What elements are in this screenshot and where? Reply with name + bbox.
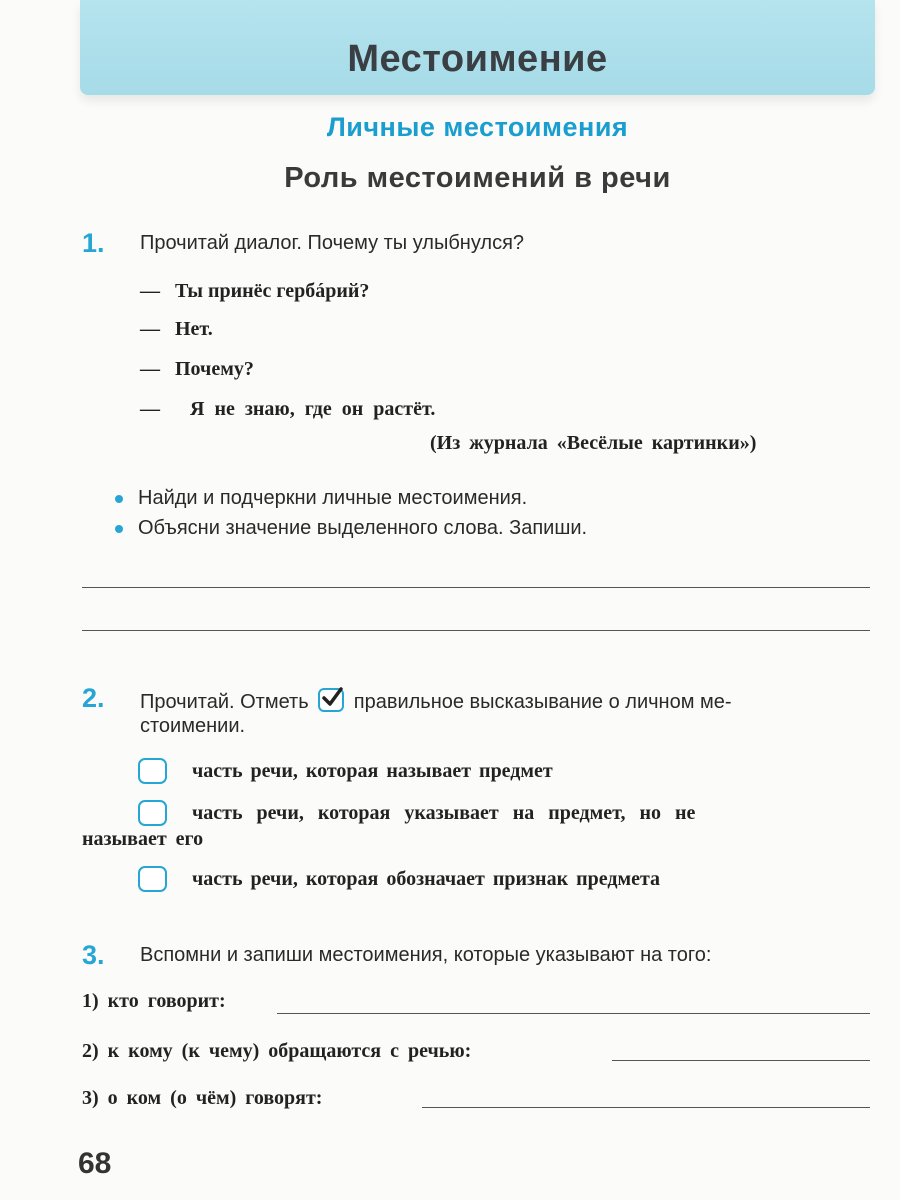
- dialog-line-3: [140, 358, 254, 381]
- dialog-line-2: [140, 318, 213, 341]
- bullet-icon: [115, 495, 123, 503]
- answer-line[interactable]: [422, 1107, 870, 1108]
- task1-prompt: Прочитай диалог. Почему ты улыбнулся?: [140, 232, 525, 254]
- task3-item-2: 2) к кому (к чему) обращаются с речью:: [82, 1040, 472, 1062]
- option-checkbox-3[interactable]: [138, 866, 167, 892]
- task1-instruction-2: Объясни значение выделенного слова. Запиши.: [138, 517, 588, 539]
- task2-prompt-line2: стоимении.: [140, 715, 246, 737]
- task2-prompt-part1: Прочитай. Отметь: [140, 691, 309, 713]
- highlighted-word: гербáрий: [276, 280, 360, 302]
- dialog-text: Ты принёс: [175, 280, 277, 302]
- answer-line[interactable]: [82, 630, 870, 631]
- page-number: 68: [78, 1147, 112, 1180]
- task3-item-1: 1) кто говорит:: [82, 990, 226, 1012]
- dialog-dash: —: [140, 398, 160, 420]
- dialog-text: Почему?: [175, 358, 254, 380]
- dialog-text: Я не знаю, где он растёт.: [190, 398, 436, 420]
- task1-number: 1.: [82, 228, 105, 258]
- task1-instruction-1: Найди и подчеркни личные местоимения.: [138, 487, 528, 509]
- option-1-text: часть речи, которая называет предмет: [192, 760, 553, 782]
- task3-item-3: 3) о ком (о чём) говорят:: [82, 1087, 323, 1109]
- option-checkbox-2[interactable]: [138, 800, 167, 826]
- task2-prompt-part2: правильное высказывание о личном ме-: [353, 691, 732, 713]
- dialog-line-4: [140, 398, 435, 421]
- task2-prompt: [140, 688, 732, 714]
- task2-number: 2.: [82, 683, 105, 713]
- dialog-dash: —: [140, 358, 160, 380]
- dialog-text: ?: [359, 280, 370, 302]
- dialog-source: (Из журнала «Весёлые картинки»): [430, 432, 757, 454]
- dialog-dash: —: [140, 318, 160, 340]
- bullet-icon: [115, 525, 123, 533]
- answer-line[interactable]: [612, 1060, 870, 1061]
- dialog-line-1: [140, 280, 369, 303]
- dialog-dash: —: [140, 280, 160, 302]
- chapter-title: Местоимение: [347, 38, 608, 80]
- option-2-text-line2: называет его: [82, 828, 204, 850]
- dialog-text: Нет.: [175, 318, 213, 340]
- section-title: Личные местоимения: [326, 112, 629, 142]
- option-checkbox-1[interactable]: [138, 758, 167, 784]
- task3-number: 3.: [82, 940, 105, 970]
- answer-line[interactable]: [277, 1013, 870, 1014]
- topic-title: Роль местоимений в речи: [284, 162, 671, 194]
- option-2-text: часть речи, которая указывает на предмет, но не: [192, 802, 696, 824]
- option-3-text: часть речи, которая обозначает признак предмета: [192, 868, 661, 890]
- checkmark-icon: [318, 688, 344, 712]
- task3-prompt: Вспомни и запиши местоимения, которые указывают на того:: [140, 944, 712, 966]
- answer-line[interactable]: [82, 587, 870, 588]
